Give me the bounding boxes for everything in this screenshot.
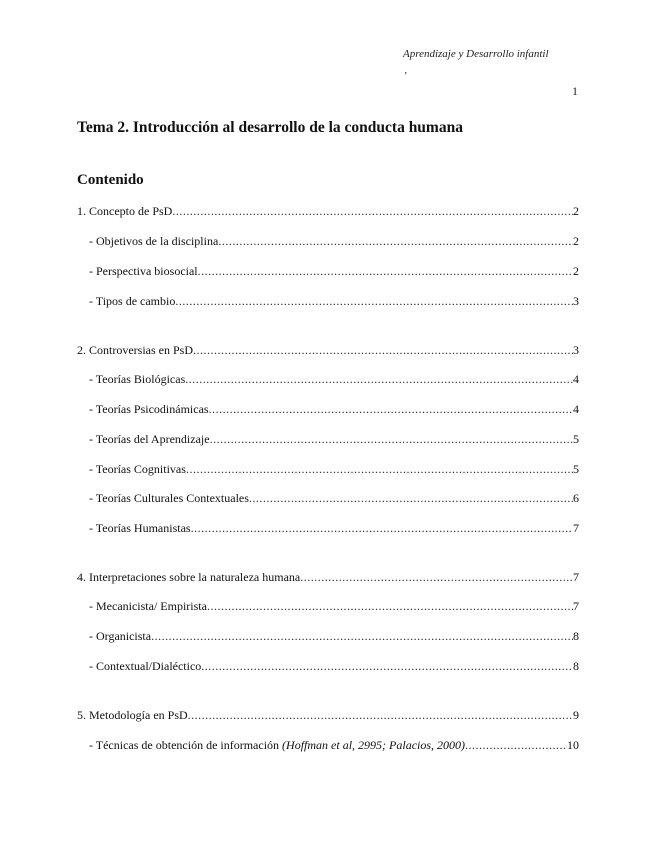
toc-entry-text: 2. Controversias en PsD [77,343,193,357]
toc-entry[interactable] [77,599,579,615]
toc-entry-text: 1. Concepto de PsD [77,204,173,218]
toc-entry[interactable] [77,372,579,388]
toc-entry-text: - Teorías del Aprendizaje [89,432,210,446]
toc-entry-text: - Perspectiva biosocial [89,264,198,278]
toc-leader [198,264,573,279]
toc-entry[interactable] [77,234,579,250]
toc-leader [218,234,573,249]
toc-entry[interactable] [77,491,579,507]
toc-entry-text: - Objetivos de la disciplina [89,234,219,248]
toc-leader [193,343,573,358]
toc-entry-text: - Teorías Culturales Contextuales [89,491,249,505]
toc-entry-page: 8 [573,629,579,643]
toc-entry-text: - Teorías Humanistas [89,521,191,535]
toc-leader [209,402,573,417]
toc-entry-page: 7 [573,521,579,535]
toc-entry-page: 5 [573,462,579,476]
toc-entry-text: - Organicista [89,629,152,643]
page-number: 1 [572,84,578,98]
toc-entry-text: - Teorías Cognitivas [89,462,186,476]
toc-entry-page: 4 [573,402,579,416]
toc-entry[interactable] [77,432,579,448]
toc-entry[interactable] [77,462,579,478]
toc-entry-text: - Mecanicista/ Empirista [89,599,207,613]
toc-entry-text: - Teorías Biológicas [89,372,186,386]
toc-leader [210,432,573,447]
toc-entry[interactable] [77,738,579,754]
toc-entry-text: - Tipos de cambio [89,294,176,308]
toc-entry-page: 4 [573,372,579,386]
toc-entry[interactable] [77,204,579,220]
toc-entry[interactable] [77,521,579,537]
toc-entry[interactable] [77,629,579,645]
toc-entry-page: 3 [573,343,579,357]
toc-leader [465,738,567,753]
toc-entry-page: 9 [573,708,579,722]
toc-entry-page: 10 [567,738,579,752]
toc-leader [151,629,573,644]
toc-entry[interactable] [77,402,579,418]
toc-leader [188,708,573,723]
toc-entry-text: 4. Interpretaciones sobre la naturaleza humana [77,570,301,584]
toc-entry-text: - Contextual/Dialéctico [89,659,202,673]
document-title: Tema 2. Introducción al desarrollo de la conducta humana [77,119,463,136]
toc-entry-text: - Teorías Psicodinámicas [89,402,209,416]
running-header: Aprendizaje y Desarrollo infantil [403,48,549,60]
toc-entry[interactable] [77,294,579,310]
toc-leader [175,294,573,309]
header-mark: ‚ [404,65,408,76]
toc-entry[interactable] [77,659,579,675]
toc-entry-page: 2 [573,234,579,248]
toc-entry[interactable] [77,570,579,586]
toc-leader [207,599,573,614]
toc-leader [249,491,573,506]
toc-entry-page: 5 [573,432,579,446]
toc-entry[interactable] [77,708,579,724]
toc-leader [201,659,573,674]
toc-entry-page: 7 [573,599,579,613]
toc-leader [300,570,573,585]
toc-entry[interactable] [77,343,579,359]
toc-entry-page: 8 [573,659,579,673]
toc-leader [172,204,573,219]
toc-leader [185,372,573,387]
toc-entry-text: - Técnicas de obtención de información (Hoffman et al, 2995; Palacios, 2000) [89,738,466,752]
toc-leader [191,521,573,536]
toc-entry[interactable] [77,264,579,280]
toc-entry-text: 5. Metodología en PsD [77,708,188,722]
toc-entry-page: 7 [573,570,579,584]
toc-entry-page: 6 [573,491,579,505]
contents-heading: Contenido [77,172,144,188]
toc-entry-page: 2 [573,264,579,278]
toc-entry-page: 3 [573,294,579,308]
toc-leader [186,462,573,477]
toc-entry-page: 2 [573,204,579,218]
